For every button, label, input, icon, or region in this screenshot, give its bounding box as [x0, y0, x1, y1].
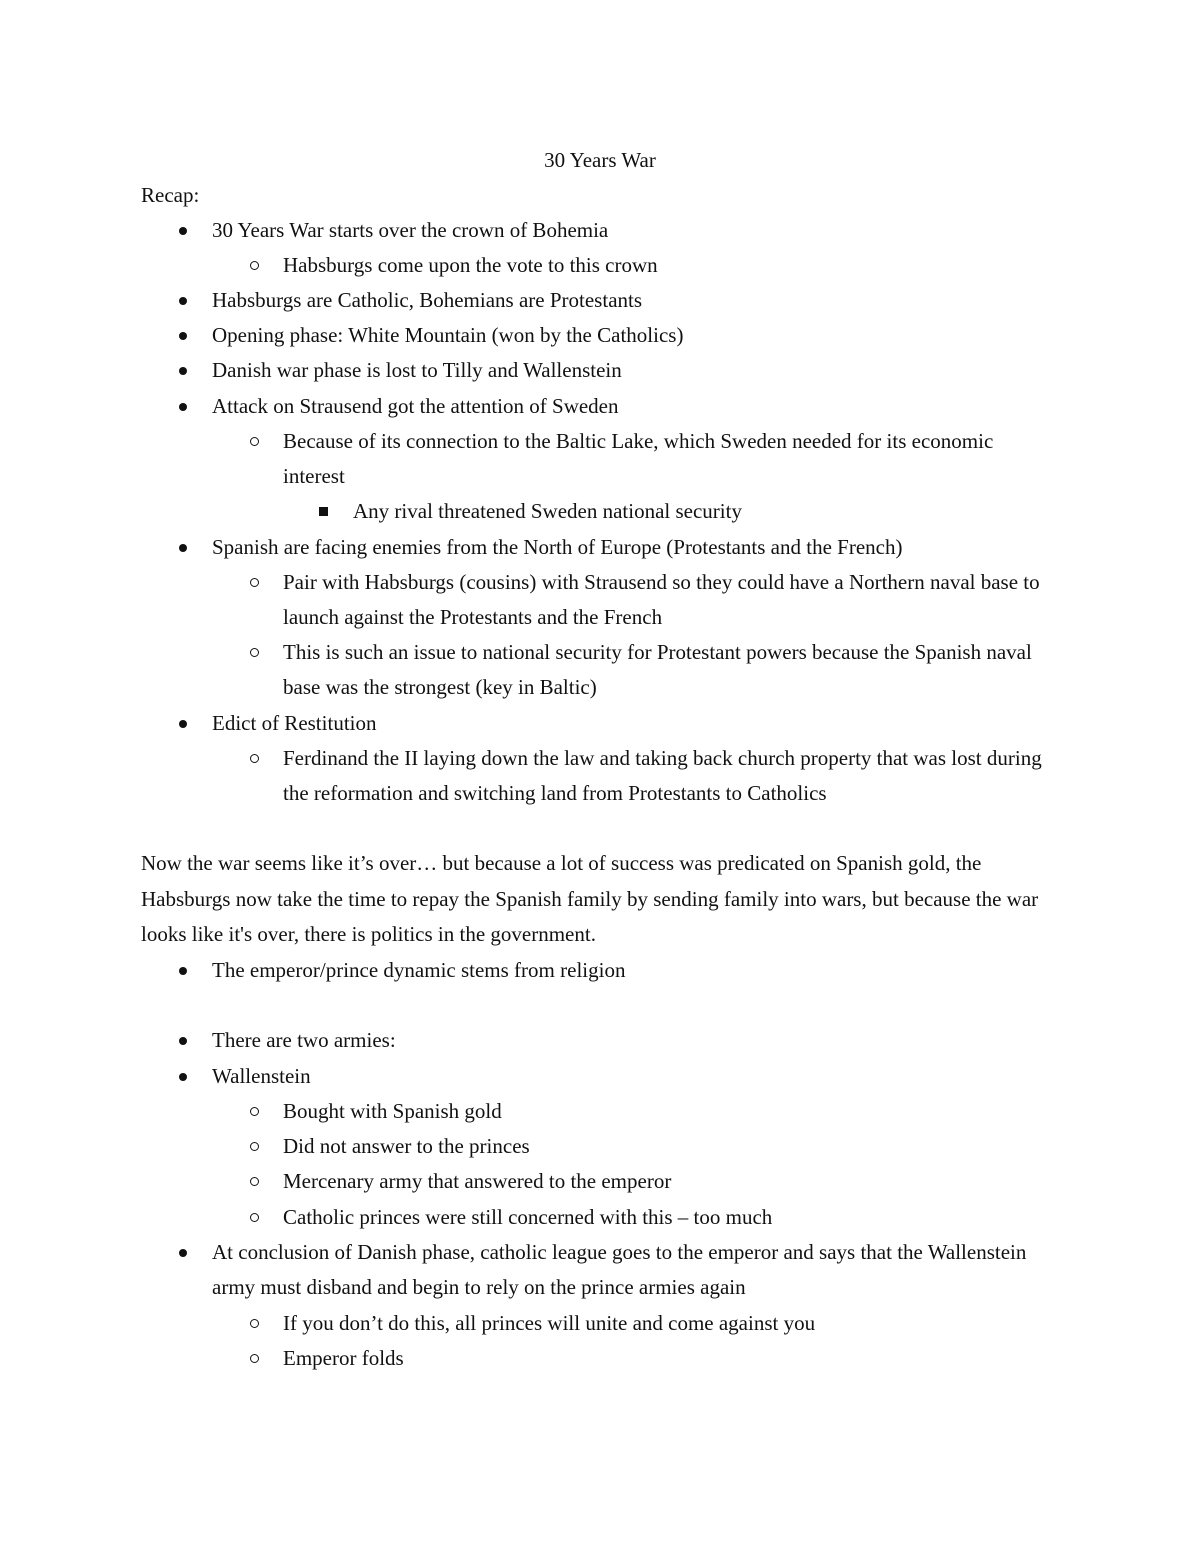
- sub-list-item: [283, 741, 1053, 811]
- list-item: [212, 1235, 1052, 1305]
- list-item-text: This is such an issue to national security for Protestant powers because the Spanish naval base was the strongest (key in Baltic): [283, 640, 1032, 699]
- list-item-text: Did not answer to the princes: [283, 1134, 530, 1158]
- bullet-circle-icon: [250, 248, 259, 283]
- bullet-circle-icon: [250, 424, 259, 459]
- list-item-text: Danish war phase is lost to Tilly and Wallenstein: [212, 358, 622, 382]
- bullet-dot-icon: [179, 1023, 187, 1058]
- list-item-text: Pair with Habsburgs (cousins) with Strausend so they could have a Northern naval base to launch against the Protestants and the French: [283, 570, 1040, 629]
- list-item: [212, 706, 1052, 741]
- bullet-dot-icon: [179, 1235, 187, 1270]
- bullet-dot-icon: [179, 318, 187, 353]
- sub-list-item: [283, 565, 1053, 635]
- bullet-dot-icon: [179, 213, 187, 248]
- list-item: [212, 318, 1052, 353]
- list-item: [212, 353, 1052, 388]
- bullet-circle-icon: [250, 1094, 259, 1129]
- list-item-text: Any rival threatened Sweden national security: [353, 499, 742, 523]
- list-item-text: Opening phase: White Mountain (won by the Catholics): [212, 323, 684, 347]
- bullet-circle-icon: [250, 1129, 259, 1164]
- bullet-dot-icon: [179, 283, 187, 318]
- list-item-text: Habsburgs are Catholic, Bohemians are Protestants: [212, 288, 643, 312]
- list-item: [212, 213, 1052, 248]
- sub-list-item: [283, 1306, 1053, 1341]
- bullet-circle-icon: [250, 635, 259, 670]
- bullet-circle-icon: [250, 565, 259, 600]
- list-item-text: Habsburgs come upon the vote to this crown: [283, 253, 658, 277]
- list-item-text: Edict of Restitution: [212, 711, 377, 735]
- list-item: [212, 1023, 1052, 1058]
- sub-list-item: [283, 1129, 1053, 1164]
- list-item-text: Spanish are facing enemies from the North of Europe (Protestants and the French): [212, 535, 903, 559]
- bullet-circle-icon: [250, 1341, 259, 1376]
- list-item: [212, 530, 1052, 565]
- sub-list-item: [283, 635, 1053, 705]
- list-item-text: 30 Years War starts over the crown of Bohemia: [212, 218, 609, 242]
- sub-list-item: [283, 1164, 1053, 1199]
- list-item-text: Catholic princes were still concerned with this – too much: [283, 1205, 773, 1229]
- sub-sub-list-item: [353, 494, 1053, 529]
- bullet-dot-icon: [179, 706, 187, 741]
- sub-list-item: [283, 1094, 1053, 1129]
- list-item-text: The emperor/prince dynamic stems from religion: [212, 958, 626, 982]
- bullet-dot-icon: [179, 353, 187, 388]
- list-item-text: Wallenstein: [212, 1064, 311, 1088]
- list-item-text: Because of its connection to the Baltic Lake, which Sweden needed for its economic interest: [283, 429, 994, 488]
- bullet-circle-icon: [250, 741, 259, 776]
- sub-list-item: [283, 424, 1053, 494]
- body-paragraph: Now the war seems like it’s over… but because a lot of success was predicated on Spanish gold, the Habsburgs now take the time to repay the Spanish family by sending family into wars, but because the war looks like it's over, there is politics in the government.: [141, 851, 1039, 946]
- list-item-text: There are two armies:: [212, 1028, 396, 1052]
- list-item-text: Attack on Strausend got the attention of Sweden: [212, 394, 619, 418]
- document-title: 30 Years War: [544, 148, 656, 172]
- list-item: [212, 953, 1052, 988]
- list-item-text: At conclusion of Danish phase, catholic league goes to the emperor and says that the Wallenstein army must disband and begin to rely on the prince armies again: [212, 1240, 1027, 1299]
- list-item-text: Mercenary army that answered to the emperor: [283, 1169, 672, 1193]
- sub-list-item: [283, 1341, 1053, 1376]
- list-item-text: Ferdinand the II laying down the law and taking back church property that was lost during the reformation and switching land from Protestants to Catholics: [283, 746, 1042, 805]
- bullet-circle-icon: [250, 1164, 259, 1199]
- list-item: [212, 283, 1052, 318]
- bullet-dot-icon: [179, 389, 187, 424]
- bullet-square-icon: [319, 494, 328, 529]
- bullet-circle-icon: [250, 1306, 259, 1341]
- bullet-dot-icon: [179, 953, 187, 988]
- list-item-text: Bought with Spanish gold: [283, 1099, 502, 1123]
- bullet-dot-icon: [179, 530, 187, 565]
- sub-list-item: [283, 248, 1053, 283]
- list-item: [212, 1059, 1052, 1094]
- bullet-dot-icon: [179, 1059, 187, 1094]
- list-item: [212, 389, 1052, 424]
- list-item-text: Emperor folds: [283, 1346, 404, 1370]
- bullet-circle-icon: [250, 1200, 259, 1235]
- sub-list-item: [283, 1200, 1053, 1235]
- list-item-text: If you don’t do this, all princes will unite and come against you: [283, 1311, 816, 1335]
- recap-heading: Recap:: [141, 183, 200, 207]
